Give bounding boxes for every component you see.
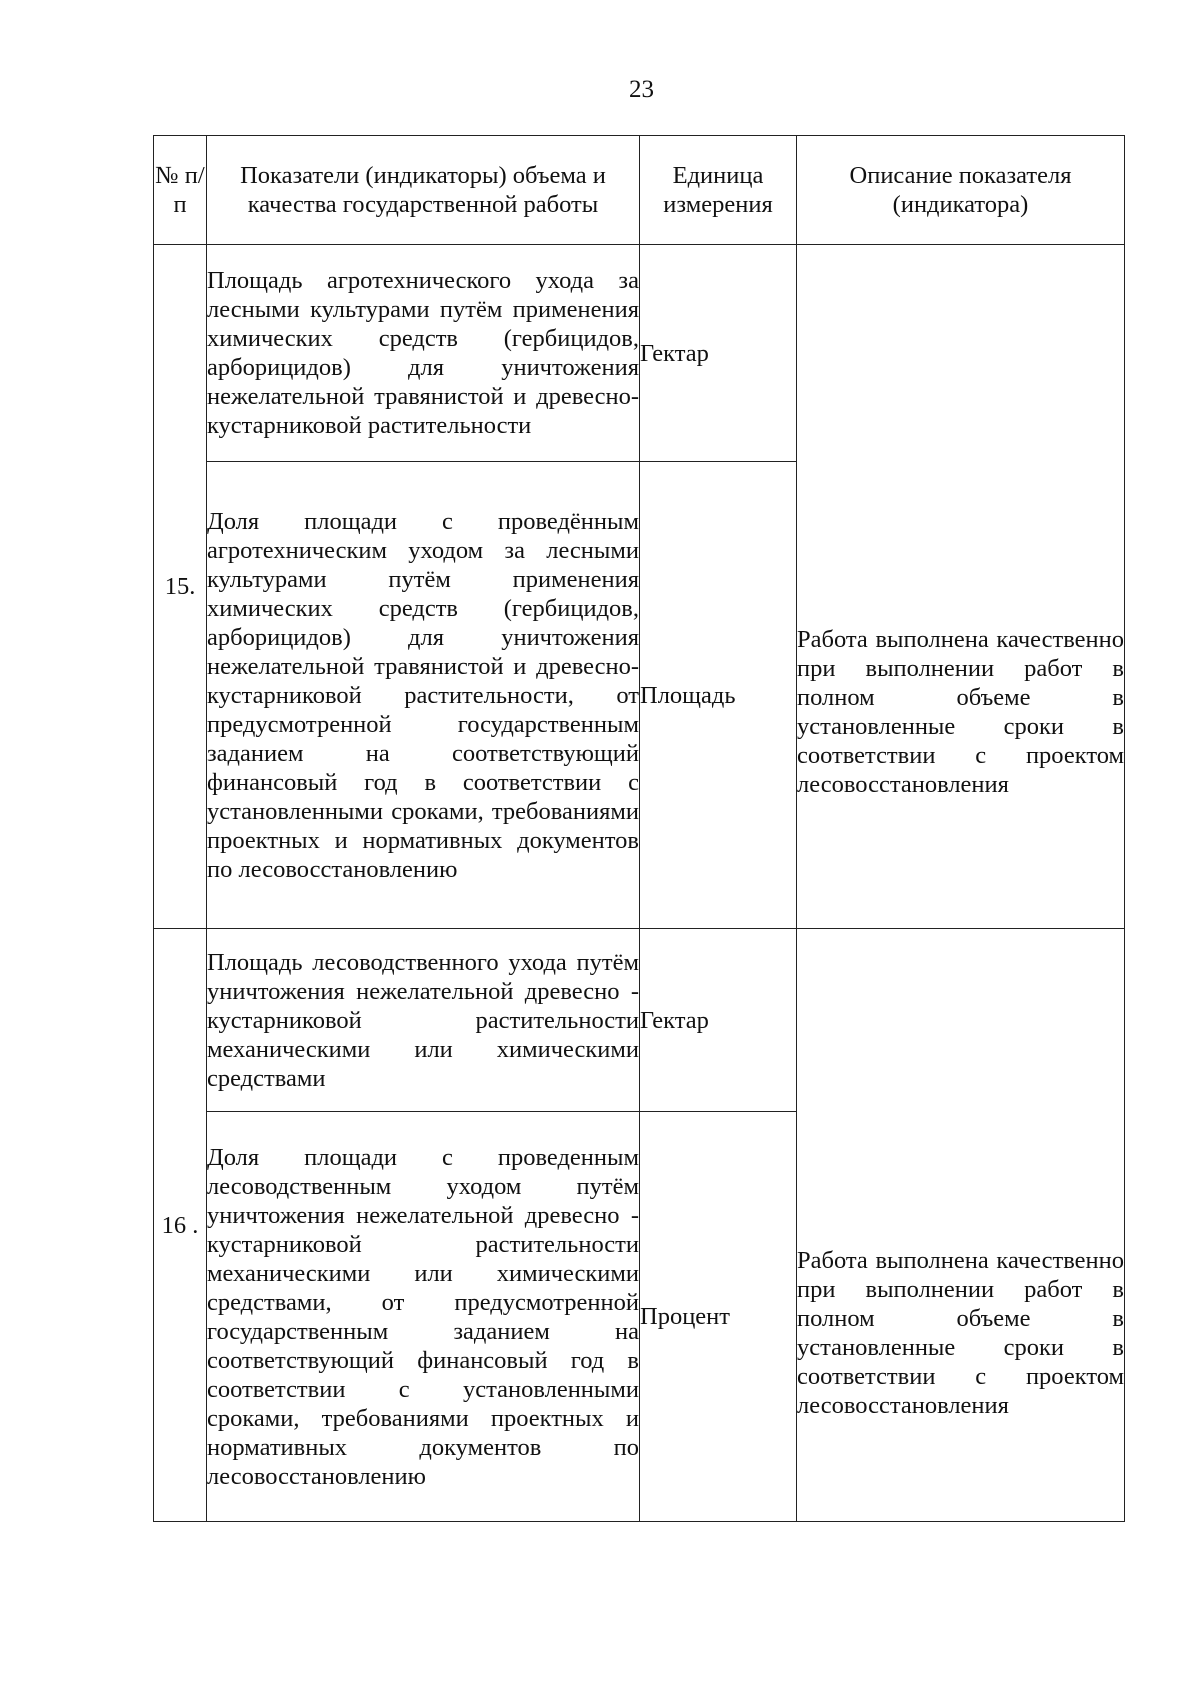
unit-cell: Гектар [640, 245, 797, 462]
table-row [154, 245, 1125, 462]
indicator-cell [207, 245, 640, 462]
indicator-text: Площадь агротехнического ухода за лесными культурами путём применения химических средств (гербицидов, арборицидов) для уничтожения нежелательной травянистой и древесно-кустарниковой растительности [207, 267, 639, 439]
description-text: Работа выполнена качественно при выполнении работ в полном объеме в установленные сроки в соответствии с проектом лесовосстановления [797, 1247, 1124, 1419]
description-cell [797, 929, 1125, 1522]
description-text: Работа выполнена качественно при выполнении работ в полном объеме в установленные сроки в соответствии с проектом лесовосстановления [797, 626, 1124, 798]
header-description: Описание показателя (индикатора) [797, 136, 1125, 245]
unit-cell: Площадь [640, 462, 797, 929]
indicator-cell [207, 929, 640, 1112]
row-number: 16 . [154, 929, 207, 1522]
indicator-text: Площадь лесоводственного ухода путём уничтожения нежелательной древесно - кустарниковой растительности механическими или химическими средствами [207, 948, 639, 1092]
unit-cell: Процент [640, 1112, 797, 1522]
indicator-cell [207, 462, 640, 929]
description-cell [797, 245, 1125, 929]
header-indicator: Показатели (индикаторы) объема и качества государственной работы [207, 136, 640, 245]
table-header-row [154, 136, 1125, 245]
indicators-table [153, 135, 1125, 1522]
row-number: 15. [154, 245, 207, 929]
header-num: № п/п [154, 136, 207, 245]
unit-cell: Гектар [640, 929, 797, 1112]
indicator-cell [207, 1112, 640, 1522]
header-unit: Единица измерения [640, 136, 797, 245]
indicator-text: Доля площади с проведённым агротехническим уходом за лесными культурами путём применения химических средств (гербицидов, арборицидов) для уничтожения нежелательной травянистой и древесно-кустарниковой растительности, от предусмотренной государственным заданием на соответствующий финансовый год в соответствии с установленными сроками, требованиями проектных и нормативных документов по лесовосстановлению [207, 507, 639, 883]
table-row [154, 929, 1125, 1112]
page-number: 23 [629, 76, 654, 103]
indicator-text: Доля площади с проведенным лесоводственным уходом путём уничтожения нежелательной древесно - кустарниковой растительности механическими или химическими средствами, от предусмотренной государственным заданием на соответствующий финансовый год в соответствии с установленными сроками, требованиями проектных и нормативных документов по лесовосстановлению [207, 1143, 639, 1490]
